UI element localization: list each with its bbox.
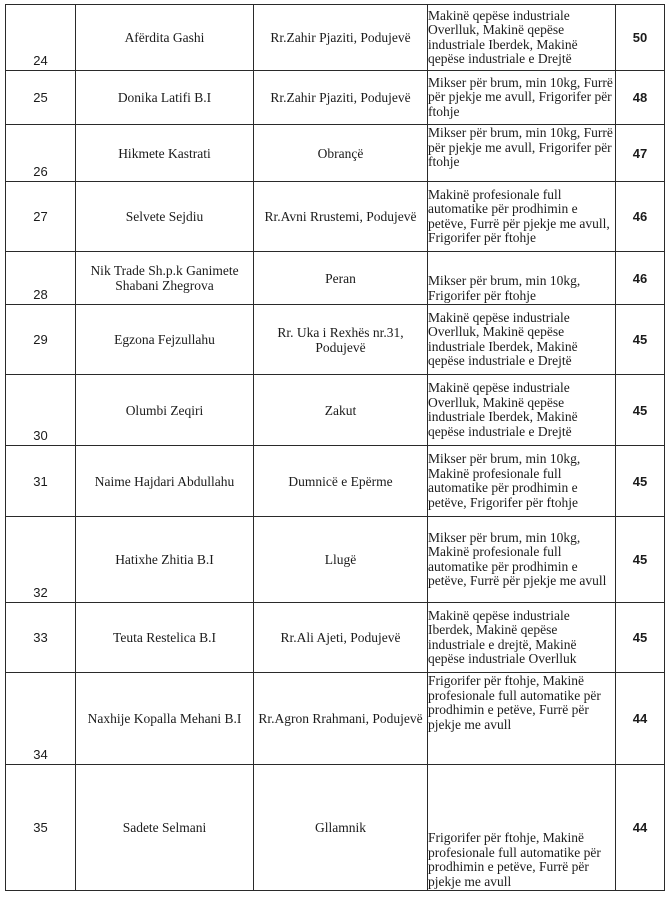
table-row [6,517,665,603]
equipment-list: Makinë qepëse industriale Overlluk, Makinë qepëse industriale Iberdek, Makinë qepëse industriale e Drejtë [428,5,616,71]
applicant-name: Olumbi Zeqiri [76,375,254,446]
points-value: 47 [616,125,665,182]
applicant-name: Hatixhe Zhitia B.I [76,517,254,603]
applicant-name: Sadete Selmani [76,765,254,891]
applicant-name: Donika Latifi B.I [76,71,254,125]
row-number: 25 [6,71,76,125]
table-row [6,305,665,375]
table-row [6,375,665,446]
equipment-list: Mikser për brum, min 10kg, Makinë profesionale full automatike për prodhimin e petëve, Frigorifer për ftohje [428,446,616,517]
table-row [6,252,665,305]
applicant-address: Rr.Zahir Pjaziti, Podujevë [254,5,428,71]
equipment-list: Mikser për brum, min 10kg, Frigorifer për ftohje [428,252,616,305]
row-number: 30 [6,375,76,446]
applicant-name: Teuta Restelica B.I [76,603,254,673]
table-row [6,446,665,517]
applicant-name: Selvete Sejdiu [76,182,254,252]
table-row [6,603,665,673]
equipment-list: Makinë profesionale full automatike për prodhimin e petëve, Furrë për pjekje me avull, Frigorifer për ftohje [428,182,616,252]
points-value: 46 [616,252,665,305]
points-value: 45 [616,517,665,603]
equipment-list: Frigorifer për ftohje, Makinë profesionale full automatike për prodhimin e petëve, Furrë për pjekje me avull [428,673,616,765]
applicant-address: Rr.Avni Rrustemi, Podujevë [254,182,428,252]
row-number: 29 [6,305,76,375]
row-number: 34 [6,673,76,765]
applicant-address: Obrançë [254,125,428,182]
equipment-list: Makinë qepëse industriale Overlluk, Makinë qepëse industriale Iberdek, Makinë qepëse industriale e Drejtë [428,305,616,375]
equipment-list: Frigorifer për ftohje, Makinë profesionale full automatike për prodhimin e petëve, Furrë për pjekje me avull [428,765,616,891]
row-number: 32 [6,517,76,603]
applicant-name: Nik Trade Sh.p.k Ganimete Shabani Zhegrova [76,252,254,305]
equipment-list: Makinë qepëse industriale Overlluk, Makinë qepëse industriale Iberdek, Makinë qepëse industriale e Drejtë [428,375,616,446]
applicant-name: Hikmete Kastrati [76,125,254,182]
points-value: 45 [616,305,665,375]
points-value: 48 [616,71,665,125]
table-row [6,765,665,891]
row-number: 28 [6,252,76,305]
equipment-list: Mikser për brum, min 10kg, Furrë për pjekje me avull, Frigorifer për ftohje [428,125,616,182]
row-number: 35 [6,765,76,891]
applicant-address: Peran [254,252,428,305]
beneficiaries-table [5,4,665,891]
applicant-address: Rr.Agron Rrahmani, Podujevë [254,673,428,765]
applicant-address: Rr. Uka i Rexhës nr.31, Podujevë [254,305,428,375]
row-number: 31 [6,446,76,517]
points-value: 46 [616,182,665,252]
applicant-address: Gllamnik [254,765,428,891]
applicant-address: Dumnicë e Epërme [254,446,428,517]
table-row [6,71,665,125]
row-number: 27 [6,182,76,252]
points-value: 44 [616,765,665,891]
equipment-list: Mikser për brum, min 10kg, Makinë profesionale full automatike për prodhimin e petëve, Furrë për pjekje me avull [428,517,616,603]
applicant-name: Naxhije Kopalla Mehani B.I [76,673,254,765]
table-row [6,125,665,182]
equipment-list: Mikser për brum, min 10kg, Furrë për pjekje me avull, Frigorifer për ftohje [428,71,616,125]
table-row [6,673,665,765]
applicant-address: Llugë [254,517,428,603]
applicant-address: Rr.Zahir Pjaziti, Podujevë [254,71,428,125]
applicant-name: Naime Hajdari Abdullahu [76,446,254,517]
applicant-name: Afërdita Gashi [76,5,254,71]
table-row [6,182,665,252]
points-value: 45 [616,446,665,517]
points-value: 50 [616,5,665,71]
applicant-name: Egzona Fejzullahu [76,305,254,375]
points-value: 45 [616,375,665,446]
row-number: 24 [6,5,76,71]
points-value: 45 [616,603,665,673]
row-number: 33 [6,603,76,673]
applicant-address: Zakut [254,375,428,446]
equipment-list: Makinë qepëse industriale Iberdek, Makinë qepëse industriale e drejtë, Makinë qepëse industriale Overlluk [428,603,616,673]
row-number: 26 [6,125,76,182]
applicant-address: Rr.Ali Ajeti, Podujevë [254,603,428,673]
table-row [6,5,665,71]
points-value: 44 [616,673,665,765]
